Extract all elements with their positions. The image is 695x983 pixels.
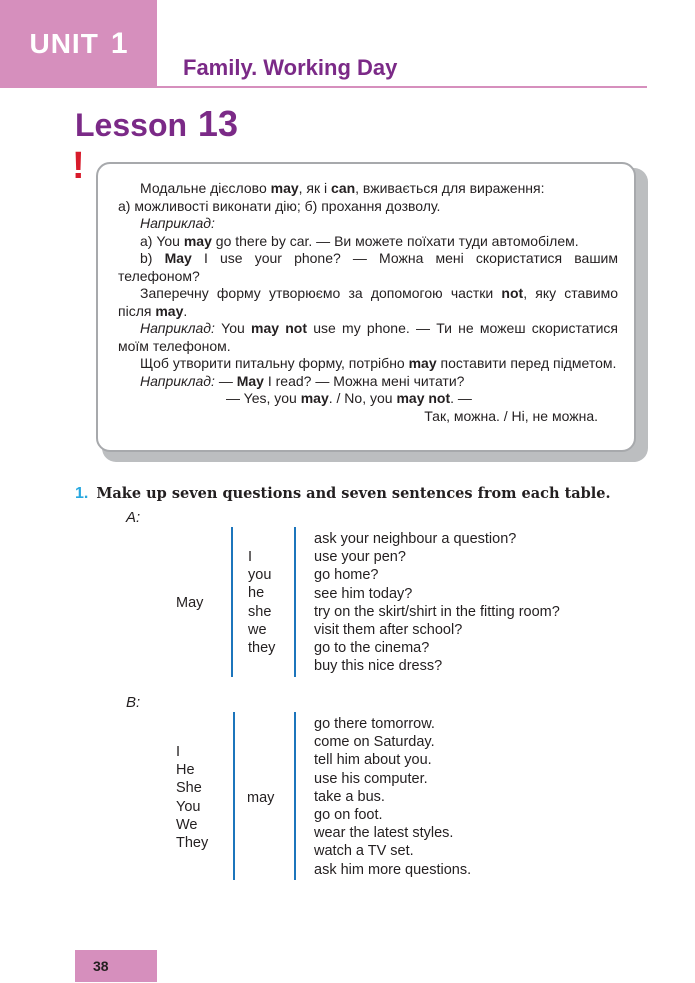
- page-number: 38: [75, 950, 157, 982]
- table-a-phrases: [314, 530, 560, 676]
- unit-number: 1: [110, 27, 128, 60]
- unit-badge: [0, 0, 157, 88]
- table-cell: we: [248, 621, 267, 638]
- exercise-number: 1.: [75, 485, 89, 502]
- table-cell: ask him more questions.: [314, 861, 472, 878]
- table-cell: they: [248, 640, 276, 657]
- exclamation-icon: !: [72, 145, 85, 187]
- table-b-subjects: [176, 743, 208, 852]
- header-divider: [157, 86, 647, 88]
- table-cell: go on foot.: [314, 807, 383, 824]
- unit-word: UNIT: [29, 28, 99, 59]
- table-cell: take a bus.: [314, 788, 385, 805]
- note-line: а) можливості виконати дію; б) прохання дозволу.: [118, 197, 441, 214]
- table-divider: [294, 712, 296, 880]
- table-divider: [231, 527, 233, 677]
- table-cell: visit them after school?: [314, 622, 463, 639]
- table-a-modal: May: [176, 595, 204, 611]
- table-cell: go home?: [314, 567, 379, 584]
- table-cell: see him today?: [314, 585, 413, 602]
- lesson-title: [75, 103, 238, 145]
- table-cell: wear the latest styles.: [314, 825, 454, 842]
- lesson-number: 13: [197, 103, 238, 144]
- table-cell: We: [176, 816, 198, 833]
- table-divider: [233, 712, 235, 880]
- note-line: Наприклад: — May I read? — Можна мені читати?: [140, 372, 465, 389]
- table-cell: he: [248, 585, 265, 602]
- table-cell: she: [248, 603, 272, 620]
- note-line: Так, можна. / Ні, не можна.: [424, 407, 598, 424]
- grammar-note-box: [96, 162, 636, 452]
- table-cell: use your pen?: [314, 549, 406, 566]
- note-line: Заперечну форму утворюємо за допомогою частки not, яку ставимо після may.: [118, 285, 618, 319]
- unit-title: Family. Working Day: [183, 55, 398, 80]
- table-cell: use his computer.: [314, 770, 428, 787]
- note-line: Щоб утворити питальну форму, потрібно may поставити перед підметом.: [140, 355, 617, 371]
- table-cell: ask your neighbour a question?: [314, 531, 517, 547]
- table-cell: I: [248, 549, 253, 565]
- table-cell: He: [176, 762, 195, 779]
- table-cell: you: [248, 567, 272, 584]
- note-line: b) May I use your phone? — Можна мені скористатися вашим телефоном?: [118, 250, 619, 284]
- table-b-modal: may: [247, 790, 275, 806]
- table-cell: I: [176, 744, 181, 760]
- table-cell: watch a TV set.: [314, 843, 414, 860]
- table-cell: buy this nice dress?: [314, 658, 443, 675]
- table-cell: She: [176, 780, 202, 797]
- lesson-word: Lesson: [75, 107, 188, 143]
- note-line: Наприклад: You may not use my phone. — Ти не можеш скористатися моїм телефоном.: [118, 320, 618, 354]
- table-cell: come on Saturday.: [314, 734, 435, 751]
- note-example-label: Наприклад:: [140, 215, 215, 231]
- table-cell: You: [176, 798, 201, 815]
- note-line: — Yes, you may. / No, you may not. —: [226, 390, 472, 406]
- table-cell: go to the cinema?: [314, 640, 430, 657]
- table-a-subjects: [248, 548, 275, 657]
- table-cell: They: [176, 835, 209, 852]
- exercise-instruction: 1. Make up seven questions and seven sentences from each table.: [75, 485, 611, 502]
- table-cell: try on the skirt/shirt in the fitting room?: [314, 603, 560, 620]
- table-cell: go there tomorrow.: [314, 716, 435, 732]
- table-divider: [294, 527, 296, 677]
- table-b-phrases: [314, 715, 471, 879]
- table-b-label: B:: [126, 694, 141, 711]
- note-line: Модальне дієслово may, як і can, вживається для вираження:: [140, 180, 545, 196]
- table-cell: tell him about you.: [314, 752, 432, 769]
- table-a-label: A:: [126, 509, 141, 526]
- note-line: а) You may go there by car. — Ви можете поїхати туди автомобілем.: [140, 232, 579, 249]
